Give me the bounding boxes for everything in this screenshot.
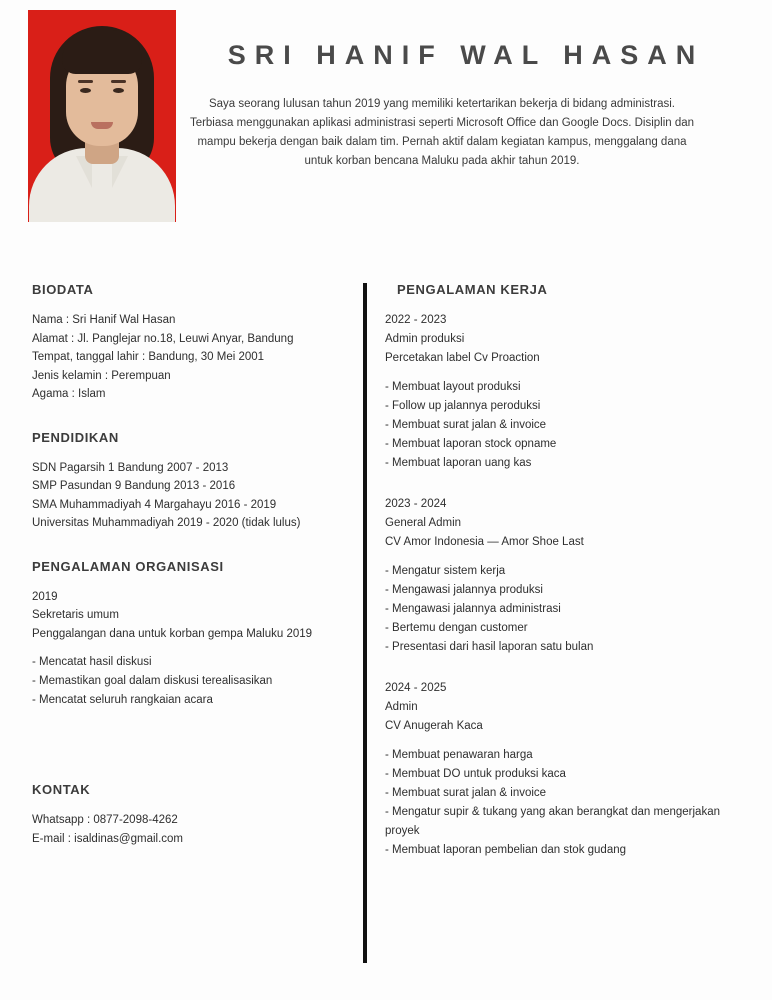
bullet-item: - Membuat penawaran harga: [385, 749, 533, 761]
section-title-pengalaman-kerja: PENGALAMAN KERJA: [397, 282, 548, 297]
bullet-item: - Mengatur supir & tukang yang akan berangkat dan mengerjakan proyek: [385, 806, 720, 837]
bullet-item: - Bertemu dengan customer: [385, 622, 528, 634]
education-item: Universitas Muhammadiyah 2019 - 2020 (tidak lulus): [32, 517, 301, 529]
job-period: 2022 - 2023: [385, 314, 447, 326]
biodata-gender: Jenis kelamin : Perempuan: [32, 369, 171, 382]
job-company: CV Amor Indonesia — Amor Shoe Last: [385, 536, 584, 548]
photo-hair-top: [62, 30, 142, 74]
page-title: SRI HANIF WAL HASAN: [227, 40, 705, 70]
bullet-item: - Mencatat hasil diskusi: [32, 656, 152, 668]
job-role: Admin: [385, 701, 418, 713]
bullet-item: - Membuat surat jalan & invoice: [385, 787, 547, 799]
bullet-item: - Presentasi dari hasil laporan satu bulan: [385, 641, 594, 653]
contact-email[interactable]: E-mail : isaldinas@gmail.com: [32, 832, 183, 845]
photo-eye-left: [80, 88, 91, 93]
biodata-religion: Agama : Islam: [32, 388, 106, 400]
education-item: SMA Muhammadiyah 4 Margahayu 2016 - 2019: [32, 498, 277, 511]
education-item: SDN Pagarsih 1 Bandung 2007 - 2013: [32, 461, 229, 474]
job-entry: [385, 495, 745, 657]
organisasi-bullets: [32, 653, 352, 710]
section-title-organisasi: PENGALAMAN ORGANISASI: [32, 558, 224, 574]
job-period: 2023 - 2024: [385, 498, 447, 510]
bullet-item: - Membuat laporan uang kas: [385, 457, 532, 469]
bullet-item: - Mengatur sistem kerja: [385, 565, 506, 577]
bullet-item: - Memastikan goal dalam diskusi terealisasikan: [32, 675, 273, 687]
job-bullets: [385, 746, 745, 860]
section-pendidikan: [32, 430, 352, 533]
resume-header: [0, 0, 772, 240]
job-role: Admin produksi: [385, 333, 465, 345]
bullet-item: - Mengawasi jalannya produksi: [385, 584, 543, 596]
profile-photo: [28, 10, 176, 222]
bullet-item: - Membuat surat jalan & invoice: [385, 419, 547, 431]
section-title-biodata: BIODATA: [32, 282, 94, 297]
bullet-item: - Mencatat seluruh rangkaian acara: [32, 694, 213, 706]
bullet-item: - Membuat laporan stock opname: [385, 438, 557, 450]
section-kontak: [32, 782, 352, 848]
organisasi-role: Sekretaris umum: [32, 609, 119, 621]
section-title-pendidikan: PENDIDIKAN: [32, 429, 119, 445]
contact-whatsapp[interactable]: Whatsapp : 0877-2098-4262: [32, 814, 178, 826]
left-column: [32, 282, 352, 874]
photo-eye-right: [113, 88, 124, 93]
bullet-item: - Membuat laporan pembelian dan stok gudang: [385, 844, 627, 856]
job-bullets: [385, 562, 745, 657]
organisasi-org: Penggalangan dana untuk korban gempa Maluku 2019: [32, 627, 313, 640]
bullet-item: - Mengawasi jalannya administrasi: [385, 603, 561, 615]
photo-eyebrow-right: [111, 80, 126, 83]
job-header: [385, 495, 745, 552]
photo-mouth: [91, 122, 113, 129]
job-bullets: [385, 378, 745, 473]
bullet-item: - Membuat layout produksi: [385, 381, 521, 393]
job-role: General Admin: [385, 517, 462, 529]
section-title-kontak: KONTAK: [32, 782, 91, 797]
job-entry: [385, 311, 745, 473]
right-column: [385, 282, 745, 882]
job-company: CV Anugerah Kaca: [385, 720, 483, 732]
photo-eyebrow-left: [78, 80, 93, 83]
biodata-name: Nama : Sri Hanif Wal Hasan: [32, 314, 176, 326]
job-header: [385, 311, 745, 368]
organisasi-period: 2019: [32, 590, 58, 603]
biodata-birth: Tempat, tanggal lahir : Bandung, 30 Mei 2001: [32, 351, 265, 363]
bullet-item: - Membuat DO untuk produksi kaca: [385, 768, 566, 780]
profile-summary: Saya seorang lulusan tahun 2019 yang memiliki ketertarikan bekerja di bidang administrasi. Terbiasa menggunakan aplikasi administrasi seperti Microsoft Office dan Google Docs. Disiplin dan mampu bekerja dengan baik dalam tim. Pernah aktif dalam kegiatan kampus, menggalang dana untuk korban bencana Maluku pada akhir tahun 2019.: [189, 98, 695, 167]
job-period: 2024 - 2025: [385, 682, 447, 694]
section-organisasi: [32, 559, 352, 711]
column-divider: [363, 283, 367, 963]
section-biodata: [32, 282, 352, 404]
job-header: [385, 679, 745, 736]
job-entry: [385, 679, 745, 860]
education-item: SMP Pasundan 9 Bandung 2013 - 2016: [32, 480, 236, 492]
bullet-item: - Follow up jalannya peroduksi: [385, 400, 541, 412]
job-company: Percetakan label Cv Proaction: [385, 352, 540, 364]
biodata-address: Alamat : Jl. Panglejar no.18, Leuwi Anyar, Bandung: [32, 332, 294, 345]
